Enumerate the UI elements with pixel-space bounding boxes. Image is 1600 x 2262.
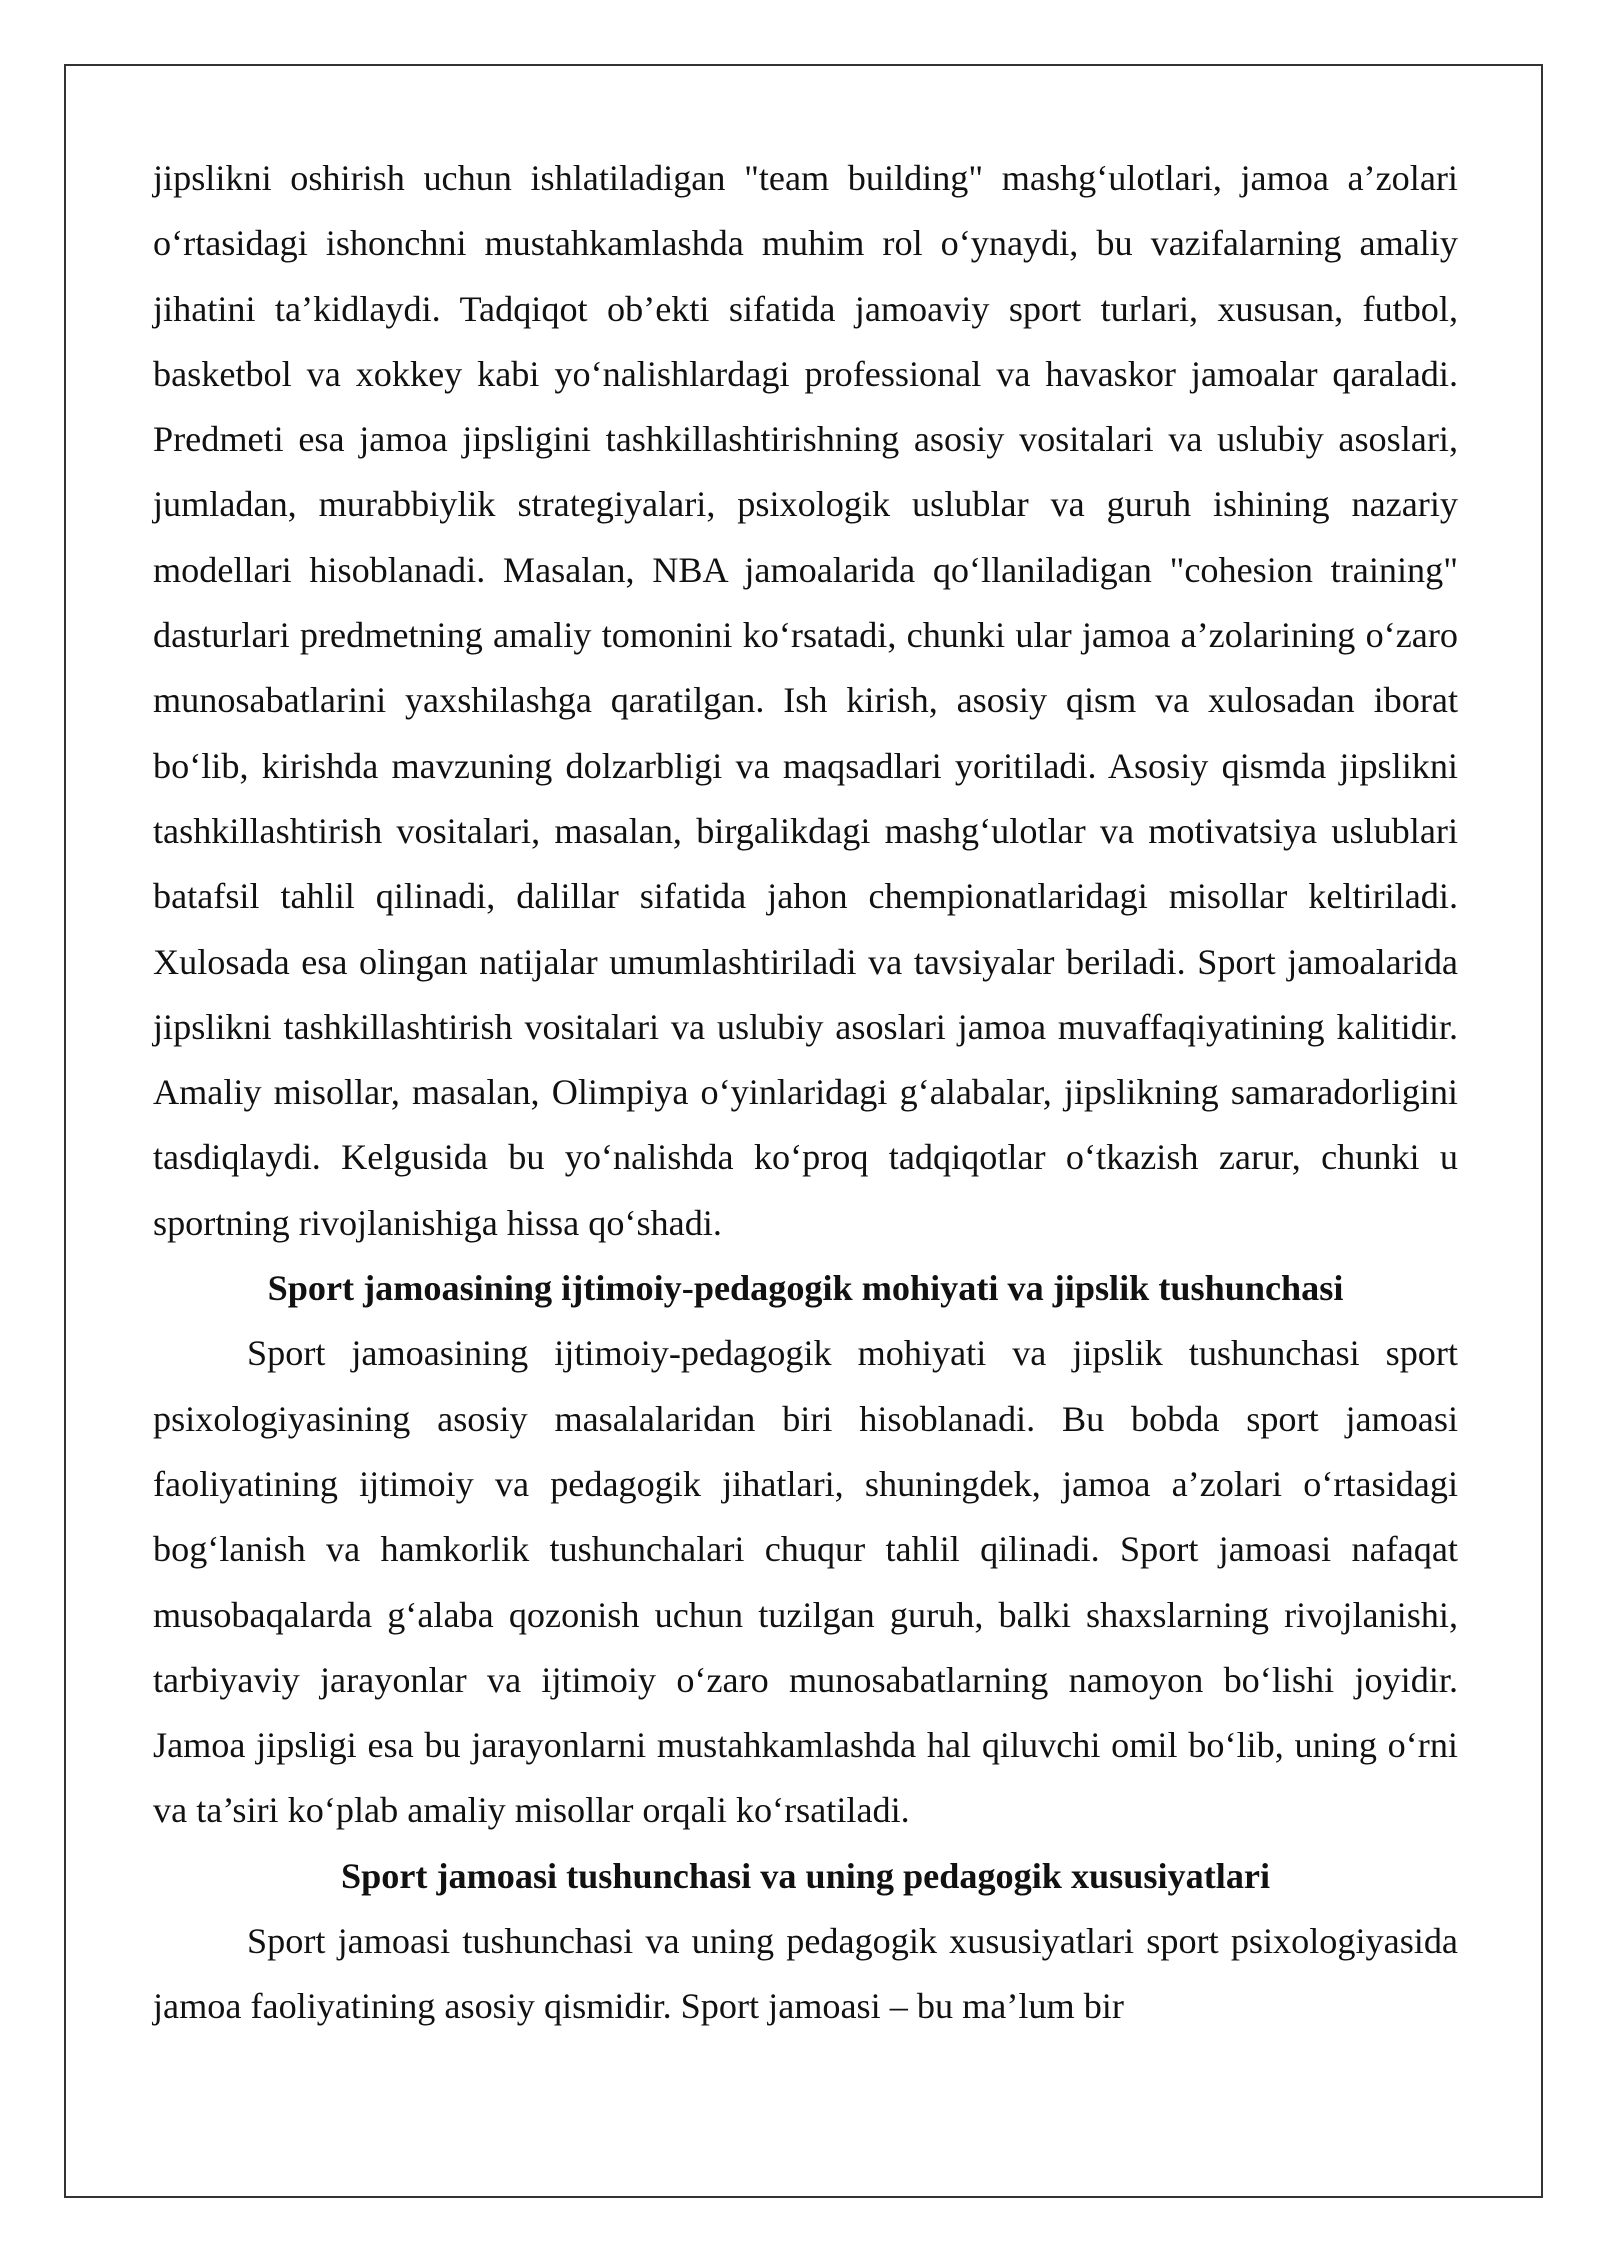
body-paragraph-2: Sport jamoasining ijtimoiy-pedagogik mohiyati va jipslik tushunchasi sport psixologiyasining asosiy masalalaridan biri hisoblanadi. Bu bobda sport jamoasi faoliyatining ijtimoiy va pedagogik jihatlari, shuningdek, jamoa a’zolari o‘rtasidagi bog‘lanish va hamkorlik tushunchalari chuqur tahlil qilinadi. Sport jamoasi nafaqat musobaqalarda g‘alaba qozonish uchun tuzilgan guruh, balki shaxslarning rivojlanishi, tarbiyaviy jarayonlar va ijtimoiy o‘zaro munosabatlarning namoyon bo‘lishi joyidir. Jamoa jipsligi esa bu jarayonlarni mustahkamlashda hal qiluvchi omil bo‘lib, uning o‘rni va ta’siri ko‘plab amaliy misollar orqali ko‘rsatiladi. [153, 1333, 1458, 1831]
section-heading-2: Sport jamoasi tushunchasi va uning pedagogik xususiyatlari [340, 1855, 1271, 1896]
body-paragraph-1: jipslikni oshirish uchun ishlatiladigan "team building" mashg‘ulotlari, jamoa a’zolari o‘rtasidagi ishonchni mustahkamlashda muhim rol o‘ynaydi, bu vazifalarning amaliy jihatini ta’kidlaydi. Tadqiqot ob’ekti sifatida jamoaviy sport turlari, xususan, futbol, basketbol va xokkey kabi yo‘nalishlardagi professional va havaskor jamoalar qaraladi. Predmeti esa jamoa jipsligini tashkillashtirishning asosiy vositalari va uslubiy asoslari, jumladan, murabbiylik strategiyalari, psixologik uslublar va guruh ishining nazariy modellari hisoblanadi. Masalan, NBA jamoalarida qo‘llaniladigan "cohesion training" dasturlari predmetning amaliy tomonini ko‘rsatadi, chunki ular jamoa a’zolarining o‘zaro munosabatlarini yaxshilashga qaratilgan. Ish kirish, asosiy qism va xulosadan iborat bo‘lib, kirishda mavzuning dolzarbligi va maqsadlari yoritiladi. Asosiy qismda jipslikni tashkillashtirish vositalari, masalan, birgalikdagi mashg‘ulotlar va motivatsiya uslublari batafsil tahlil qilinadi, dalillar sifatida jahon chempionatlaridagi misollar keltiriladi. Xulosada esa olingan natijalar umumlashtiriladi va tavsiyalar beriladi. Sport jamoalarida jipslikni tashkillashtirish vositalari va uslubiy asoslari jamoa muvaffaqiyatining kalitidir. Amaliy misollar, masalan, Olimpiya o‘yinlaridagi g‘alabalar, jipslikning samaradorligini tasdiqlaydi. Kelgusida bu yo‘nalishda ko‘proq tadqiqotlar o‘tkazish zarur, chunki u sportning rivojlanishiga hissa qo‘shadi. [153, 158, 1458, 1243]
body-paragraph-3: Sport jamoasi tushunchasi va uning pedagogik xususiyatlari sport psixologiyasida jamoa faoliyatining asosiy qismidir. Sport jamoasi – bu ma’lum bir [153, 1921, 1458, 2027]
section-heading-1: Sport jamoasining ijtimoiy-pedagogik mohiyati va jipslik tushunchasi [267, 1268, 1344, 1309]
document-body [153, 146, 1458, 2040]
